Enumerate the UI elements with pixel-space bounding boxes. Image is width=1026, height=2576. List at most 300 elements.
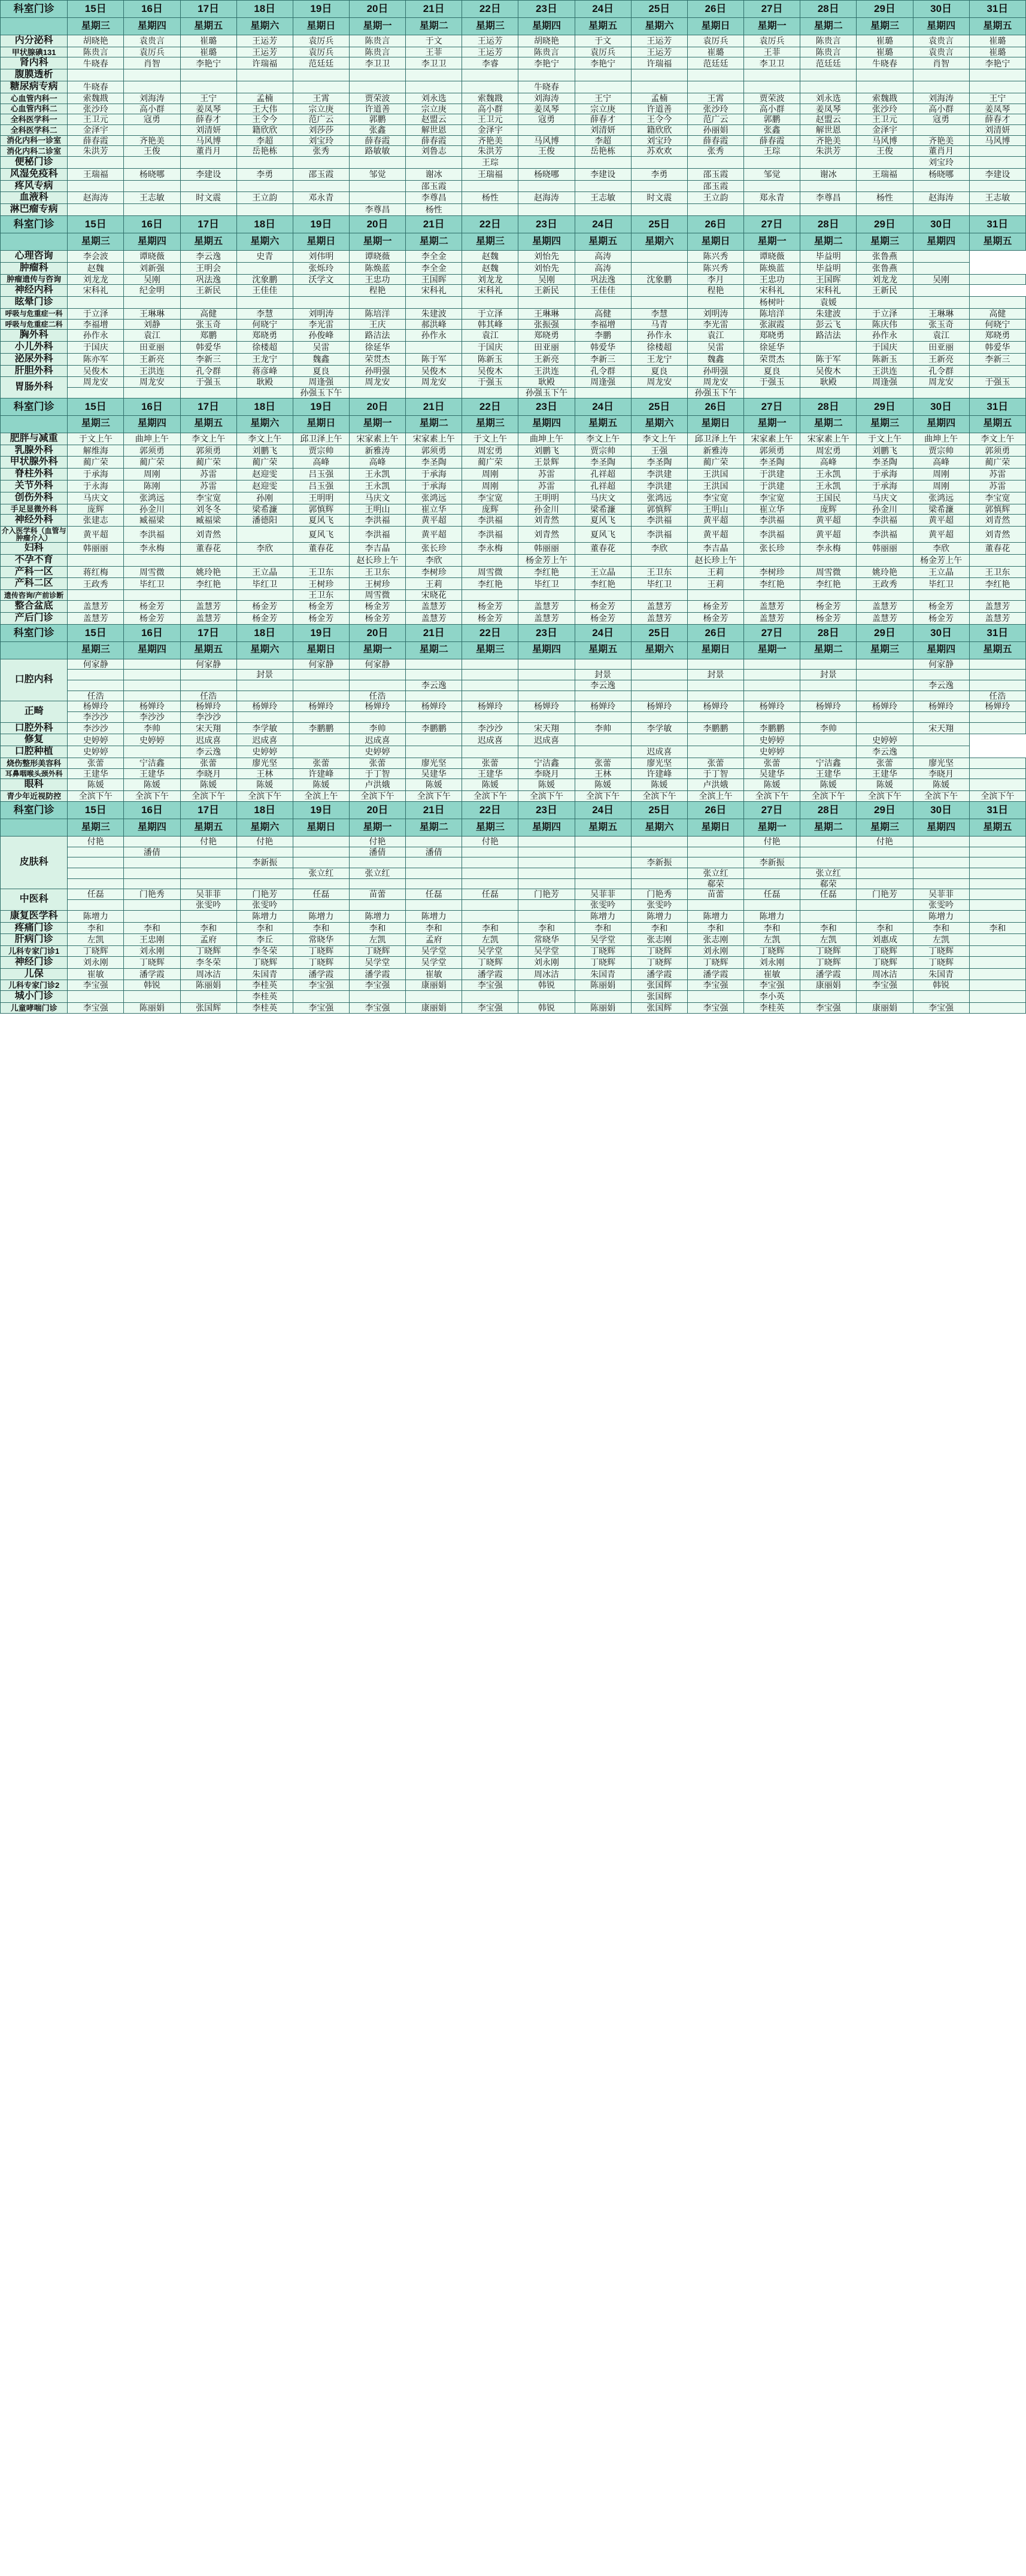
doctor-cell[interactable]: 卢洪娥: [349, 779, 405, 791]
doctor-cell[interactable]: 李和: [913, 922, 969, 934]
doctor-cell[interactable]: [68, 857, 124, 868]
doctor-cell[interactable]: 李洪福: [744, 515, 800, 527]
doctor-cell[interactable]: [913, 836, 969, 847]
doctor-cell[interactable]: [575, 157, 631, 169]
doctor-cell[interactable]: 全滨下午: [68, 791, 124, 802]
doctor-cell[interactable]: 杨婵玲: [293, 701, 349, 712]
doctor-cell[interactable]: 陈贵言: [518, 47, 575, 57]
doctor-cell[interactable]: 史婷婷: [857, 734, 913, 746]
doctor-cell[interactable]: [631, 878, 687, 889]
doctor-cell[interactable]: 宗立庚: [406, 104, 462, 114]
doctor-cell[interactable]: 孙强玉下午: [518, 388, 575, 399]
doctor-cell[interactable]: 潘倩: [124, 847, 180, 857]
doctor-cell[interactable]: [462, 857, 518, 868]
doctor-cell[interactable]: [687, 659, 743, 670]
doctor-cell[interactable]: 张沙玲: [857, 104, 913, 114]
doctor-cell[interactable]: [631, 297, 687, 309]
doctor-cell[interactable]: 周宏勇: [462, 445, 518, 457]
doctor-cell[interactable]: [744, 711, 800, 722]
doctor-cell[interactable]: 董春花: [180, 543, 236, 555]
doctor-cell[interactable]: 全滨下午: [349, 791, 405, 802]
doctor-cell[interactable]: 梁希濂: [575, 504, 631, 515]
doctor-cell[interactable]: 李宝强: [462, 980, 518, 991]
doctor-cell[interactable]: [631, 554, 687, 566]
doctor-cell[interactable]: [124, 590, 180, 601]
doctor-cell[interactable]: 王庆: [349, 319, 405, 330]
doctor-cell[interactable]: 韩丽丽: [518, 543, 575, 555]
doctor-cell[interactable]: 付艳: [462, 836, 518, 847]
doctor-cell[interactable]: 陈媛: [518, 779, 575, 791]
doctor-cell[interactable]: 梁希濂: [236, 504, 293, 515]
doctor-cell[interactable]: 丁晓辉: [800, 956, 857, 968]
doctor-cell[interactable]: 常晓华: [518, 934, 575, 946]
doctor-cell[interactable]: 陈增力: [236, 910, 293, 922]
doctor-cell[interactable]: [969, 388, 1025, 399]
doctor-cell[interactable]: [406, 388, 462, 399]
doctor-cell[interactable]: 李红艳: [744, 578, 800, 590]
doctor-cell[interactable]: [631, 680, 687, 691]
doctor-cell[interactable]: [969, 69, 1025, 81]
doctor-cell[interactable]: 马庆文: [857, 492, 913, 504]
doctor-cell[interactable]: [406, 746, 462, 758]
doctor-cell[interactable]: [857, 659, 913, 670]
doctor-cell[interactable]: [575, 81, 631, 93]
doctor-cell[interactable]: 李建设: [180, 168, 236, 180]
doctor-cell[interactable]: 陈亦军: [68, 353, 124, 365]
doctor-cell[interactable]: 张国辉: [631, 980, 687, 991]
doctor-cell[interactable]: 李光雷: [687, 319, 743, 330]
doctor-cell[interactable]: 李红艳: [969, 578, 1025, 590]
doctor-cell[interactable]: 全滨下午: [518, 791, 575, 802]
doctor-cell[interactable]: [913, 847, 969, 857]
doctor-cell[interactable]: 高峰: [800, 457, 857, 469]
doctor-cell[interactable]: 苗蕾: [349, 889, 405, 900]
doctor-cell[interactable]: 李和: [236, 922, 293, 934]
doctor-cell[interactable]: 索魏戡: [857, 93, 913, 104]
doctor-cell[interactable]: 范廷廷: [687, 57, 743, 69]
doctor-cell[interactable]: 左凯: [913, 934, 969, 946]
doctor-cell[interactable]: [631, 590, 687, 601]
doctor-cell[interactable]: 毕益明: [800, 250, 857, 262]
doctor-cell[interactable]: 杨婵玲: [462, 701, 518, 712]
doctor-cell[interactable]: 王永凯: [800, 480, 857, 492]
doctor-cell[interactable]: [68, 900, 124, 911]
doctor-cell[interactable]: 杨金芳: [575, 612, 631, 624]
doctor-cell[interactable]: 宁洁鑫: [518, 758, 575, 769]
doctor-cell[interactable]: 李吉晶: [687, 543, 743, 555]
doctor-cell[interactable]: 张鲁燕: [857, 262, 913, 274]
doctor-cell[interactable]: [969, 900, 1025, 911]
doctor-cell[interactable]: [800, 590, 857, 601]
doctor-cell[interactable]: 刘青然: [180, 527, 236, 543]
doctor-cell[interactable]: [913, 868, 969, 878]
doctor-cell[interactable]: 夏风飞: [293, 515, 349, 527]
doctor-cell[interactable]: 于丁智: [349, 768, 405, 779]
doctor-cell[interactable]: 刘清妍: [969, 124, 1025, 135]
doctor-cell[interactable]: 牛晓春: [68, 81, 124, 93]
doctor-cell[interactable]: 梁希濂: [913, 504, 969, 515]
doctor-cell[interactable]: 肖智: [913, 57, 969, 69]
doctor-cell[interactable]: 全滨下午: [575, 791, 631, 802]
doctor-cell[interactable]: 郭慎辉: [293, 504, 349, 515]
doctor-cell[interactable]: 王卫元: [857, 114, 913, 125]
doctor-cell[interactable]: 邹觉: [744, 168, 800, 180]
doctor-cell[interactable]: [293, 297, 349, 309]
doctor-cell[interactable]: 沈象鹏: [236, 274, 293, 285]
doctor-cell[interactable]: 张振强: [518, 319, 575, 330]
doctor-cell[interactable]: 郑永青: [744, 192, 800, 204]
doctor-cell[interactable]: 杨金芳: [124, 600, 180, 612]
doctor-cell[interactable]: 李沙沙: [68, 722, 124, 734]
doctor-cell[interactable]: 任磊: [800, 889, 857, 900]
doctor-cell[interactable]: 彭云飞: [800, 319, 857, 330]
doctor-cell[interactable]: 李卫卫: [744, 57, 800, 69]
doctor-cell[interactable]: 高健: [575, 308, 631, 319]
doctor-cell[interactable]: [518, 670, 575, 680]
doctor-cell[interactable]: 于文: [575, 35, 631, 47]
doctor-cell[interactable]: 康丽娟: [406, 980, 462, 991]
doctor-cell[interactable]: [913, 262, 969, 274]
doctor-cell[interactable]: 解世恩: [406, 124, 462, 135]
doctor-cell[interactable]: 李宝宽: [687, 492, 743, 504]
doctor-cell[interactable]: [800, 734, 857, 746]
doctor-cell[interactable]: [68, 554, 124, 566]
doctor-cell[interactable]: 刘新强: [124, 262, 180, 274]
doctor-cell[interactable]: 曲坤上午: [518, 433, 575, 445]
doctor-cell[interactable]: 齐艳美: [462, 135, 518, 146]
doctor-cell[interactable]: [800, 900, 857, 911]
doctor-cell[interactable]: 李欣: [631, 543, 687, 555]
doctor-cell[interactable]: [631, 670, 687, 680]
doctor-cell[interactable]: 郭须勇: [124, 445, 180, 457]
doctor-cell[interactable]: 全滨下午: [631, 791, 687, 802]
doctor-cell[interactable]: 李洪建: [631, 480, 687, 492]
doctor-cell[interactable]: 丁晓辉: [68, 946, 124, 957]
doctor-cell[interactable]: 门艳秀: [631, 889, 687, 900]
doctor-cell[interactable]: 康丽娟: [857, 1002, 913, 1013]
doctor-cell[interactable]: [687, 711, 743, 722]
doctor-cell[interactable]: 张鲁燕: [857, 250, 913, 262]
doctor-cell[interactable]: [406, 868, 462, 878]
doctor-cell[interactable]: [913, 388, 969, 399]
doctor-cell[interactable]: 孙丽娟: [687, 124, 743, 135]
doctor-cell[interactable]: 马风博: [969, 135, 1025, 146]
doctor-cell[interactable]: 解世恩: [800, 124, 857, 135]
doctor-cell[interactable]: 孙明强: [687, 365, 743, 377]
doctor-cell[interactable]: [293, 69, 349, 81]
doctor-cell[interactable]: 李艳宁: [518, 57, 575, 69]
doctor-cell[interactable]: [518, 204, 575, 216]
doctor-cell[interactable]: 王令今: [631, 114, 687, 125]
doctor-cell[interactable]: 陈增力: [349, 910, 405, 922]
doctor-cell[interactable]: [857, 204, 913, 216]
doctor-cell[interactable]: 王立韵: [236, 192, 293, 204]
doctor-cell[interactable]: 马青: [631, 319, 687, 330]
doctor-cell[interactable]: 袁媛: [800, 297, 857, 309]
doctor-cell[interactable]: 路洁法: [349, 330, 405, 342]
doctor-cell[interactable]: [687, 691, 743, 701]
doctor-cell[interactable]: 史婷婷: [124, 734, 180, 746]
doctor-cell[interactable]: 吴学堂: [406, 946, 462, 957]
doctor-cell[interactable]: [969, 847, 1025, 857]
doctor-cell[interactable]: 郑晓勇: [518, 330, 575, 342]
doctor-cell[interactable]: 任磊: [293, 889, 349, 900]
doctor-cell[interactable]: 张沙玲: [687, 104, 743, 114]
doctor-cell[interactable]: 王卫东: [631, 566, 687, 578]
doctor-cell[interactable]: [744, 847, 800, 857]
doctor-cell[interactable]: 陈增力: [744, 910, 800, 922]
doctor-cell[interactable]: 李慧: [631, 308, 687, 319]
doctor-cell[interactable]: 李宝强: [68, 1002, 124, 1013]
doctor-cell[interactable]: 任浩: [349, 691, 405, 701]
doctor-cell[interactable]: 庞辉: [462, 504, 518, 515]
doctor-cell[interactable]: 左凯: [462, 934, 518, 946]
doctor-cell[interactable]: 崔璐: [180, 35, 236, 47]
doctor-cell[interactable]: 李洪福: [744, 527, 800, 543]
doctor-cell[interactable]: 许建峰: [293, 768, 349, 779]
doctor-cell[interactable]: 杨性: [406, 204, 462, 216]
doctor-cell[interactable]: 王新民: [180, 285, 236, 297]
doctor-cell[interactable]: 李云逸: [913, 680, 969, 691]
doctor-cell[interactable]: 崔璐: [857, 35, 913, 47]
doctor-cell[interactable]: 李永梅: [462, 543, 518, 555]
doctor-cell[interactable]: 姜凤琴: [800, 104, 857, 114]
doctor-cell[interactable]: [236, 847, 293, 857]
doctor-cell[interactable]: 吕玉强: [293, 480, 349, 492]
doctor-cell[interactable]: [857, 69, 913, 81]
doctor-cell[interactable]: 李云逸: [857, 746, 913, 758]
doctor-cell[interactable]: 盖慧芳: [969, 612, 1025, 624]
doctor-cell[interactable]: [857, 297, 913, 309]
doctor-cell[interactable]: 盖慧芳: [857, 612, 913, 624]
doctor-cell[interactable]: [969, 157, 1025, 169]
doctor-cell[interactable]: 于文: [406, 35, 462, 47]
doctor-cell[interactable]: 郑晓勇: [236, 330, 293, 342]
doctor-cell[interactable]: 李文上午: [575, 433, 631, 445]
doctor-cell[interactable]: 崔敏: [68, 968, 124, 980]
doctor-cell[interactable]: 郭慎辉: [969, 504, 1025, 515]
doctor-cell[interactable]: 王景辉: [518, 457, 575, 469]
doctor-cell[interactable]: 周宏勇: [800, 445, 857, 457]
doctor-cell[interactable]: 程艳: [687, 285, 743, 297]
doctor-cell[interactable]: 金泽宇: [462, 124, 518, 135]
doctor-cell[interactable]: 魏鑫: [687, 353, 743, 365]
doctor-cell[interactable]: 高峰: [293, 457, 349, 469]
doctor-cell[interactable]: 李宝强: [800, 1002, 857, 1013]
doctor-cell[interactable]: 迟成喜: [180, 734, 236, 746]
doctor-cell[interactable]: 崔璐: [180, 47, 236, 57]
doctor-cell[interactable]: 史婷婷: [349, 746, 405, 758]
doctor-cell[interactable]: [68, 680, 124, 691]
doctor-cell[interactable]: 荣贯杰: [349, 353, 405, 365]
doctor-cell[interactable]: [293, 285, 349, 297]
doctor-cell[interactable]: 吴学堂: [575, 934, 631, 946]
doctor-cell[interactable]: 周逢强: [293, 377, 349, 388]
doctor-cell[interactable]: 李和: [293, 922, 349, 934]
doctor-cell[interactable]: 胡晓艳: [68, 35, 124, 47]
doctor-cell[interactable]: 陈丽娟: [124, 1002, 180, 1013]
doctor-cell[interactable]: 庞辉: [800, 504, 857, 515]
doctor-cell[interactable]: [180, 554, 236, 566]
doctor-cell[interactable]: 王忠功: [744, 274, 800, 285]
doctor-cell[interactable]: 全滨上午: [293, 791, 349, 802]
doctor-cell[interactable]: 迟成喜: [518, 734, 575, 746]
doctor-cell[interactable]: 盖慧芳: [68, 612, 124, 624]
doctor-cell[interactable]: 王国晖: [406, 274, 462, 285]
doctor-cell[interactable]: 宁洁鑫: [124, 758, 180, 769]
doctor-cell[interactable]: 李树珍: [406, 566, 462, 578]
doctor-cell[interactable]: 马庆文: [575, 492, 631, 504]
doctor-cell[interactable]: 孙俊峰: [293, 330, 349, 342]
doctor-cell[interactable]: [800, 81, 857, 93]
doctor-cell[interactable]: 李洪福: [462, 527, 518, 543]
doctor-cell[interactable]: 任磊: [744, 889, 800, 900]
doctor-cell[interactable]: 巩法逸: [180, 274, 236, 285]
doctor-cell[interactable]: 王国民: [800, 492, 857, 504]
doctor-cell[interactable]: 宁洁鑫: [800, 758, 857, 769]
doctor-cell[interactable]: 张志刚: [631, 934, 687, 946]
doctor-cell[interactable]: 李和: [631, 922, 687, 934]
doctor-cell[interactable]: 吴学堂: [349, 956, 405, 968]
doctor-cell[interactable]: 李晓月: [518, 768, 575, 779]
doctor-cell[interactable]: [124, 836, 180, 847]
doctor-cell[interactable]: [575, 991, 631, 1003]
doctor-cell[interactable]: 周刚: [462, 480, 518, 492]
doctor-cell[interactable]: 谢冰: [406, 168, 462, 180]
doctor-cell[interactable]: 邵玉霞: [406, 180, 462, 192]
doctor-cell[interactable]: [462, 878, 518, 889]
doctor-cell[interactable]: [857, 991, 913, 1003]
doctor-cell[interactable]: [518, 680, 575, 691]
doctor-cell[interactable]: [236, 69, 293, 81]
doctor-cell[interactable]: 李新振: [236, 857, 293, 868]
doctor-cell[interactable]: 李福增: [68, 319, 124, 330]
doctor-cell[interactable]: 陈增力: [687, 910, 743, 922]
doctor-cell[interactable]: 张蕾: [68, 758, 124, 769]
doctor-cell[interactable]: 任浩: [969, 691, 1025, 701]
doctor-cell[interactable]: 王菲: [744, 47, 800, 57]
doctor-cell[interactable]: 夏风飞: [575, 527, 631, 543]
doctor-cell[interactable]: 王明山: [349, 504, 405, 515]
doctor-cell[interactable]: [518, 868, 575, 878]
doctor-cell[interactable]: 陈丽娟: [180, 980, 236, 991]
doctor-cell[interactable]: 陈贵言: [349, 35, 405, 47]
doctor-cell[interactable]: [969, 968, 1025, 980]
doctor-cell[interactable]: 王洪连: [124, 365, 180, 377]
doctor-cell[interactable]: 姚玲艳: [180, 566, 236, 578]
doctor-cell[interactable]: 薛春霞: [744, 135, 800, 146]
doctor-cell[interactable]: [124, 991, 180, 1003]
doctor-cell[interactable]: [406, 157, 462, 169]
doctor-cell[interactable]: 刘鹏飞: [236, 445, 293, 457]
doctor-cell[interactable]: 全滨下午: [124, 791, 180, 802]
doctor-cell[interactable]: 杨金芳: [349, 600, 405, 612]
doctor-cell[interactable]: 封景: [236, 670, 293, 680]
doctor-cell[interactable]: [631, 69, 687, 81]
doctor-cell[interactable]: 李洪福: [631, 527, 687, 543]
doctor-cell[interactable]: 孙金川: [124, 504, 180, 515]
doctor-cell[interactable]: 李和: [575, 922, 631, 934]
doctor-cell[interactable]: 李欣: [406, 554, 462, 566]
doctor-cell[interactable]: 陈媛: [462, 779, 518, 791]
doctor-cell[interactable]: [293, 157, 349, 169]
doctor-cell[interactable]: 于强玉: [180, 377, 236, 388]
doctor-cell[interactable]: 王宁: [180, 93, 236, 104]
doctor-cell[interactable]: [744, 180, 800, 192]
doctor-cell[interactable]: 朱国青: [236, 968, 293, 980]
doctor-cell[interactable]: 赵盟云: [800, 114, 857, 125]
doctor-cell[interactable]: 李云逸: [575, 680, 631, 691]
doctor-cell[interactable]: 杨金芳: [687, 612, 743, 624]
doctor-cell[interactable]: 刘清妍: [575, 124, 631, 135]
doctor-cell[interactable]: 曲坤上午: [913, 433, 969, 445]
doctor-cell[interactable]: 任磊: [462, 889, 518, 900]
doctor-cell[interactable]: [913, 250, 969, 262]
doctor-cell[interactable]: 盖慧芳: [631, 600, 687, 612]
doctor-cell[interactable]: 黄平超: [68, 527, 124, 543]
doctor-cell[interactable]: 付艳: [236, 836, 293, 847]
doctor-cell[interactable]: 李和: [68, 922, 124, 934]
doctor-cell[interactable]: [68, 868, 124, 878]
doctor-cell[interactable]: [631, 285, 687, 297]
doctor-cell[interactable]: 王龙宁: [236, 353, 293, 365]
doctor-cell[interactable]: 周逢强: [857, 377, 913, 388]
doctor-cell[interactable]: 全滨下午: [462, 791, 518, 802]
doctor-cell[interactable]: 丁晓辉: [744, 946, 800, 957]
doctor-cell[interactable]: 寇勇: [518, 114, 575, 125]
doctor-cell[interactable]: [800, 157, 857, 169]
doctor-cell[interactable]: [236, 878, 293, 889]
doctor-cell[interactable]: 新雅涛: [349, 445, 405, 457]
doctor-cell[interactable]: [857, 180, 913, 192]
doctor-cell[interactable]: 盖慧芳: [969, 600, 1025, 612]
doctor-cell[interactable]: 李宝强: [293, 1002, 349, 1013]
doctor-cell[interactable]: [180, 388, 236, 399]
doctor-cell[interactable]: 朱建波: [800, 308, 857, 319]
doctor-cell[interactable]: 蔺广荣: [687, 457, 743, 469]
doctor-cell[interactable]: 刘宝玲: [293, 135, 349, 146]
doctor-cell[interactable]: 全滨上午: [687, 791, 743, 802]
doctor-cell[interactable]: [913, 285, 969, 297]
doctor-cell[interactable]: 张玉奇: [913, 319, 969, 330]
doctor-cell[interactable]: [180, 670, 236, 680]
doctor-cell[interactable]: 王俊: [518, 146, 575, 157]
doctor-cell[interactable]: 王琳琳: [518, 308, 575, 319]
doctor-cell[interactable]: [236, 590, 293, 601]
doctor-cell[interactable]: [180, 69, 236, 81]
doctor-cell[interactable]: 李永梅: [124, 543, 180, 555]
doctor-cell[interactable]: 李慧: [236, 308, 293, 319]
doctor-cell[interactable]: [518, 910, 575, 922]
doctor-cell[interactable]: 陈增力: [913, 910, 969, 922]
doctor-cell[interactable]: 门艳芳: [518, 889, 575, 900]
doctor-cell[interactable]: 邓永青: [293, 192, 349, 204]
doctor-cell[interactable]: [462, 868, 518, 878]
doctor-cell[interactable]: 赵迎雯: [236, 469, 293, 480]
doctor-cell[interactable]: 邵玉霞: [687, 180, 743, 192]
doctor-cell[interactable]: 薛春才: [969, 114, 1025, 125]
doctor-cell[interactable]: 王卫东: [349, 566, 405, 578]
doctor-cell[interactable]: 孙金川: [518, 504, 575, 515]
doctor-cell[interactable]: 黄平超: [800, 515, 857, 527]
doctor-cell[interactable]: 张烁玲: [293, 262, 349, 274]
doctor-cell[interactable]: 王菲: [406, 47, 462, 57]
doctor-cell[interactable]: 杨金芳: [913, 600, 969, 612]
doctor-cell[interactable]: 张蕾: [575, 758, 631, 769]
doctor-cell[interactable]: 吴学堂: [462, 946, 518, 957]
doctor-cell[interactable]: 李文上午: [969, 433, 1025, 445]
doctor-cell[interactable]: 张立红: [293, 868, 349, 878]
